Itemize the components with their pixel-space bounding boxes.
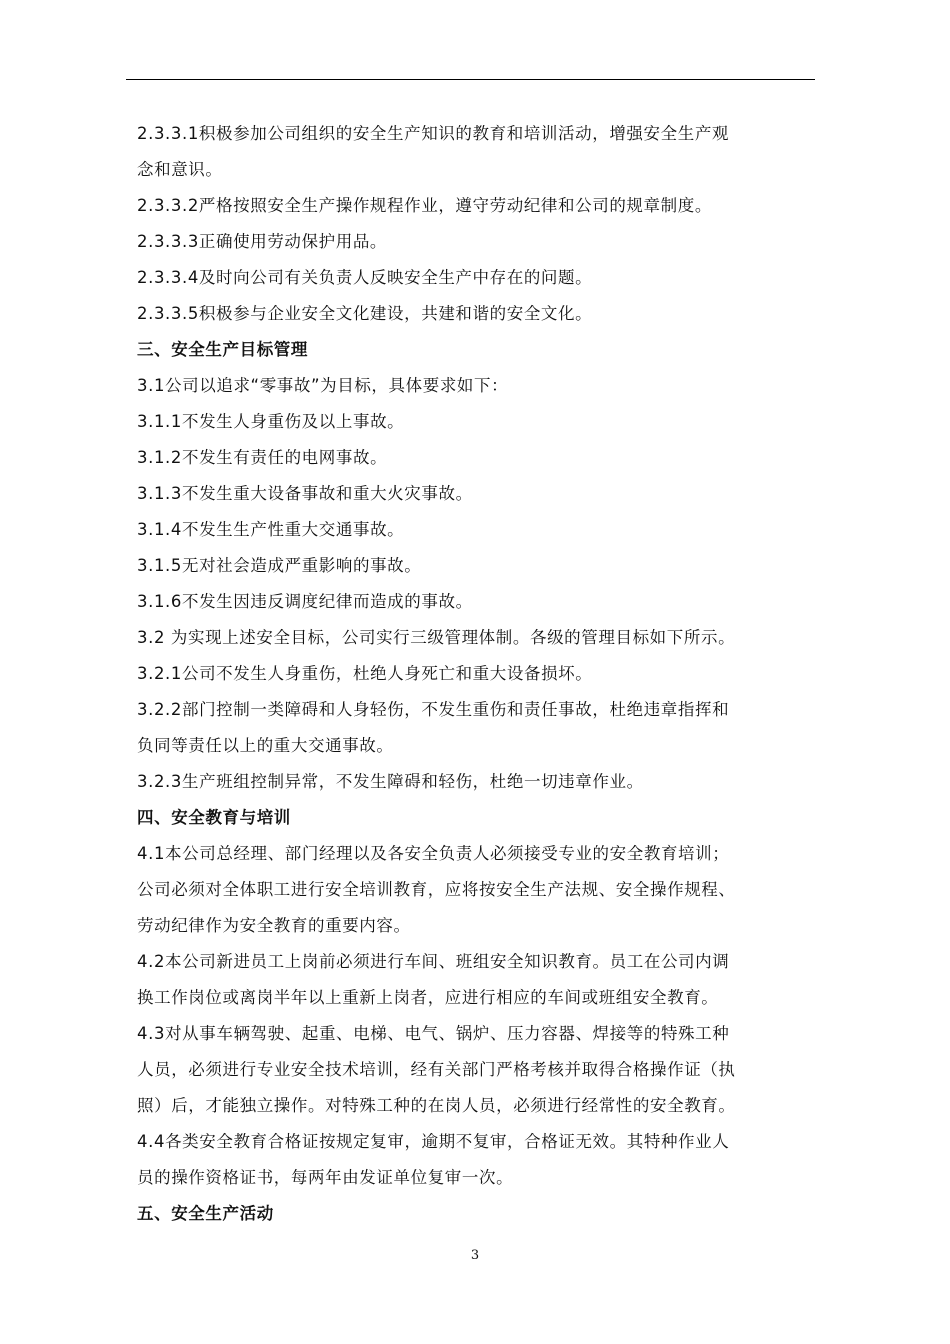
text-line: 4.2本公司新进员工上岗前必须进行车间、班组安全知识教育。员工在公司内调	[137, 952, 730, 971]
text-line: 负同等责任以上的重大交通事故。	[137, 736, 394, 755]
text-line: 3.1.4不发生生产性重大交通事故。	[137, 520, 405, 539]
text-line: 2.3.3.5积极参与企业安全文化建设，共建和谐的安全文化。	[137, 304, 593, 323]
text-line: 员的操作资格证书，每两年由发证单位复审一次。	[137, 1168, 514, 1187]
text-line: 3.2.3生产班组控制异常，不发生障碍和轻伤，杜绝一切违章作业。	[137, 772, 644, 791]
text-line: 2.3.3.4及时向公司有关负责人反映安全生产中存在的问题。	[137, 268, 593, 287]
text-line: 换工作岗位或离岗半年以上重新上岗者，应进行相应的车间或班组安全教育。	[137, 988, 719, 1007]
text-line: 照）后，才能独立操作。对特殊工种的在岗人员，必须进行经常性的安全教育。	[137, 1096, 736, 1115]
text-line: 3.2 为实现上述安全目标，公司实行三级管理体制。各级的管理目标如下所示。	[137, 628, 736, 647]
text-line: 2.3.3.3正确使用劳动保护用品。	[137, 232, 388, 251]
text-line: 3.1公司以追求“零事故”为目标，具体要求如下：	[137, 376, 509, 395]
text-line: 劳动纪律作为安全教育的重要内容。	[137, 916, 411, 935]
text-line: 3.2.1公司不发生人身重伤，杜绝人身死亡和重大设备损坏。	[137, 664, 593, 683]
text-line: 3.1.6不发生因违反调度纪律而造成的事故。	[137, 592, 473, 611]
text-line: 3.1.1不发生人身重伤及以上事故。	[137, 412, 405, 431]
page-number: 3	[470, 1248, 480, 1263]
text-line: 公司必须对全体职工进行安全培训教育，应将按安全生产法规、安全操作规程、	[137, 880, 736, 899]
text-line: 3.1.2不发生有责任的电网事故。	[137, 448, 388, 467]
text-line: 念和意识。	[137, 160, 223, 179]
text-line: 2.3.3.2严格按照安全生产操作规程作业，遵守劳动纪律和公司的规章制度。	[137, 196, 712, 215]
section-heading: 四、安全教育与培训	[137, 808, 291, 827]
text-line: 4.4各类安全教育合格证按规定复审，逾期不复审，合格证无效。其特种作业人	[137, 1132, 730, 1151]
text-line: 3.1.5无对社会造成严重影响的事故。	[137, 556, 422, 575]
text-line: 3.1.3不发生重大设备事故和重大火灾事故。	[137, 484, 473, 503]
document-body	[137, 116, 817, 1232]
text-line: 4.3对从事车辆驾驶、起重、电梯、电气、锅炉、压力容器、焊接等的特殊工种	[137, 1024, 730, 1043]
text-line: 2.3.3.1积极参加公司组织的安全生产知识的教育和培训活动，增强安全生产观	[137, 124, 730, 143]
header-rule	[126, 79, 815, 80]
section-heading: 五、安全生产活动	[137, 1204, 274, 1223]
text-line: 3.2.2部门控制一类障碍和人身轻伤，不发生重伤和责任事故，杜绝违章指挥和	[137, 700, 730, 719]
section-heading: 三、安全生产目标管理	[137, 340, 308, 359]
text-line: 人员，必须进行专业安全技术培训，经有关部门严格考核并取得合格操作证（执	[137, 1060, 736, 1079]
text-line: 4.1本公司总经理、部门经理以及各安全负责人必须接受专业的安全教育培训；	[137, 844, 730, 863]
